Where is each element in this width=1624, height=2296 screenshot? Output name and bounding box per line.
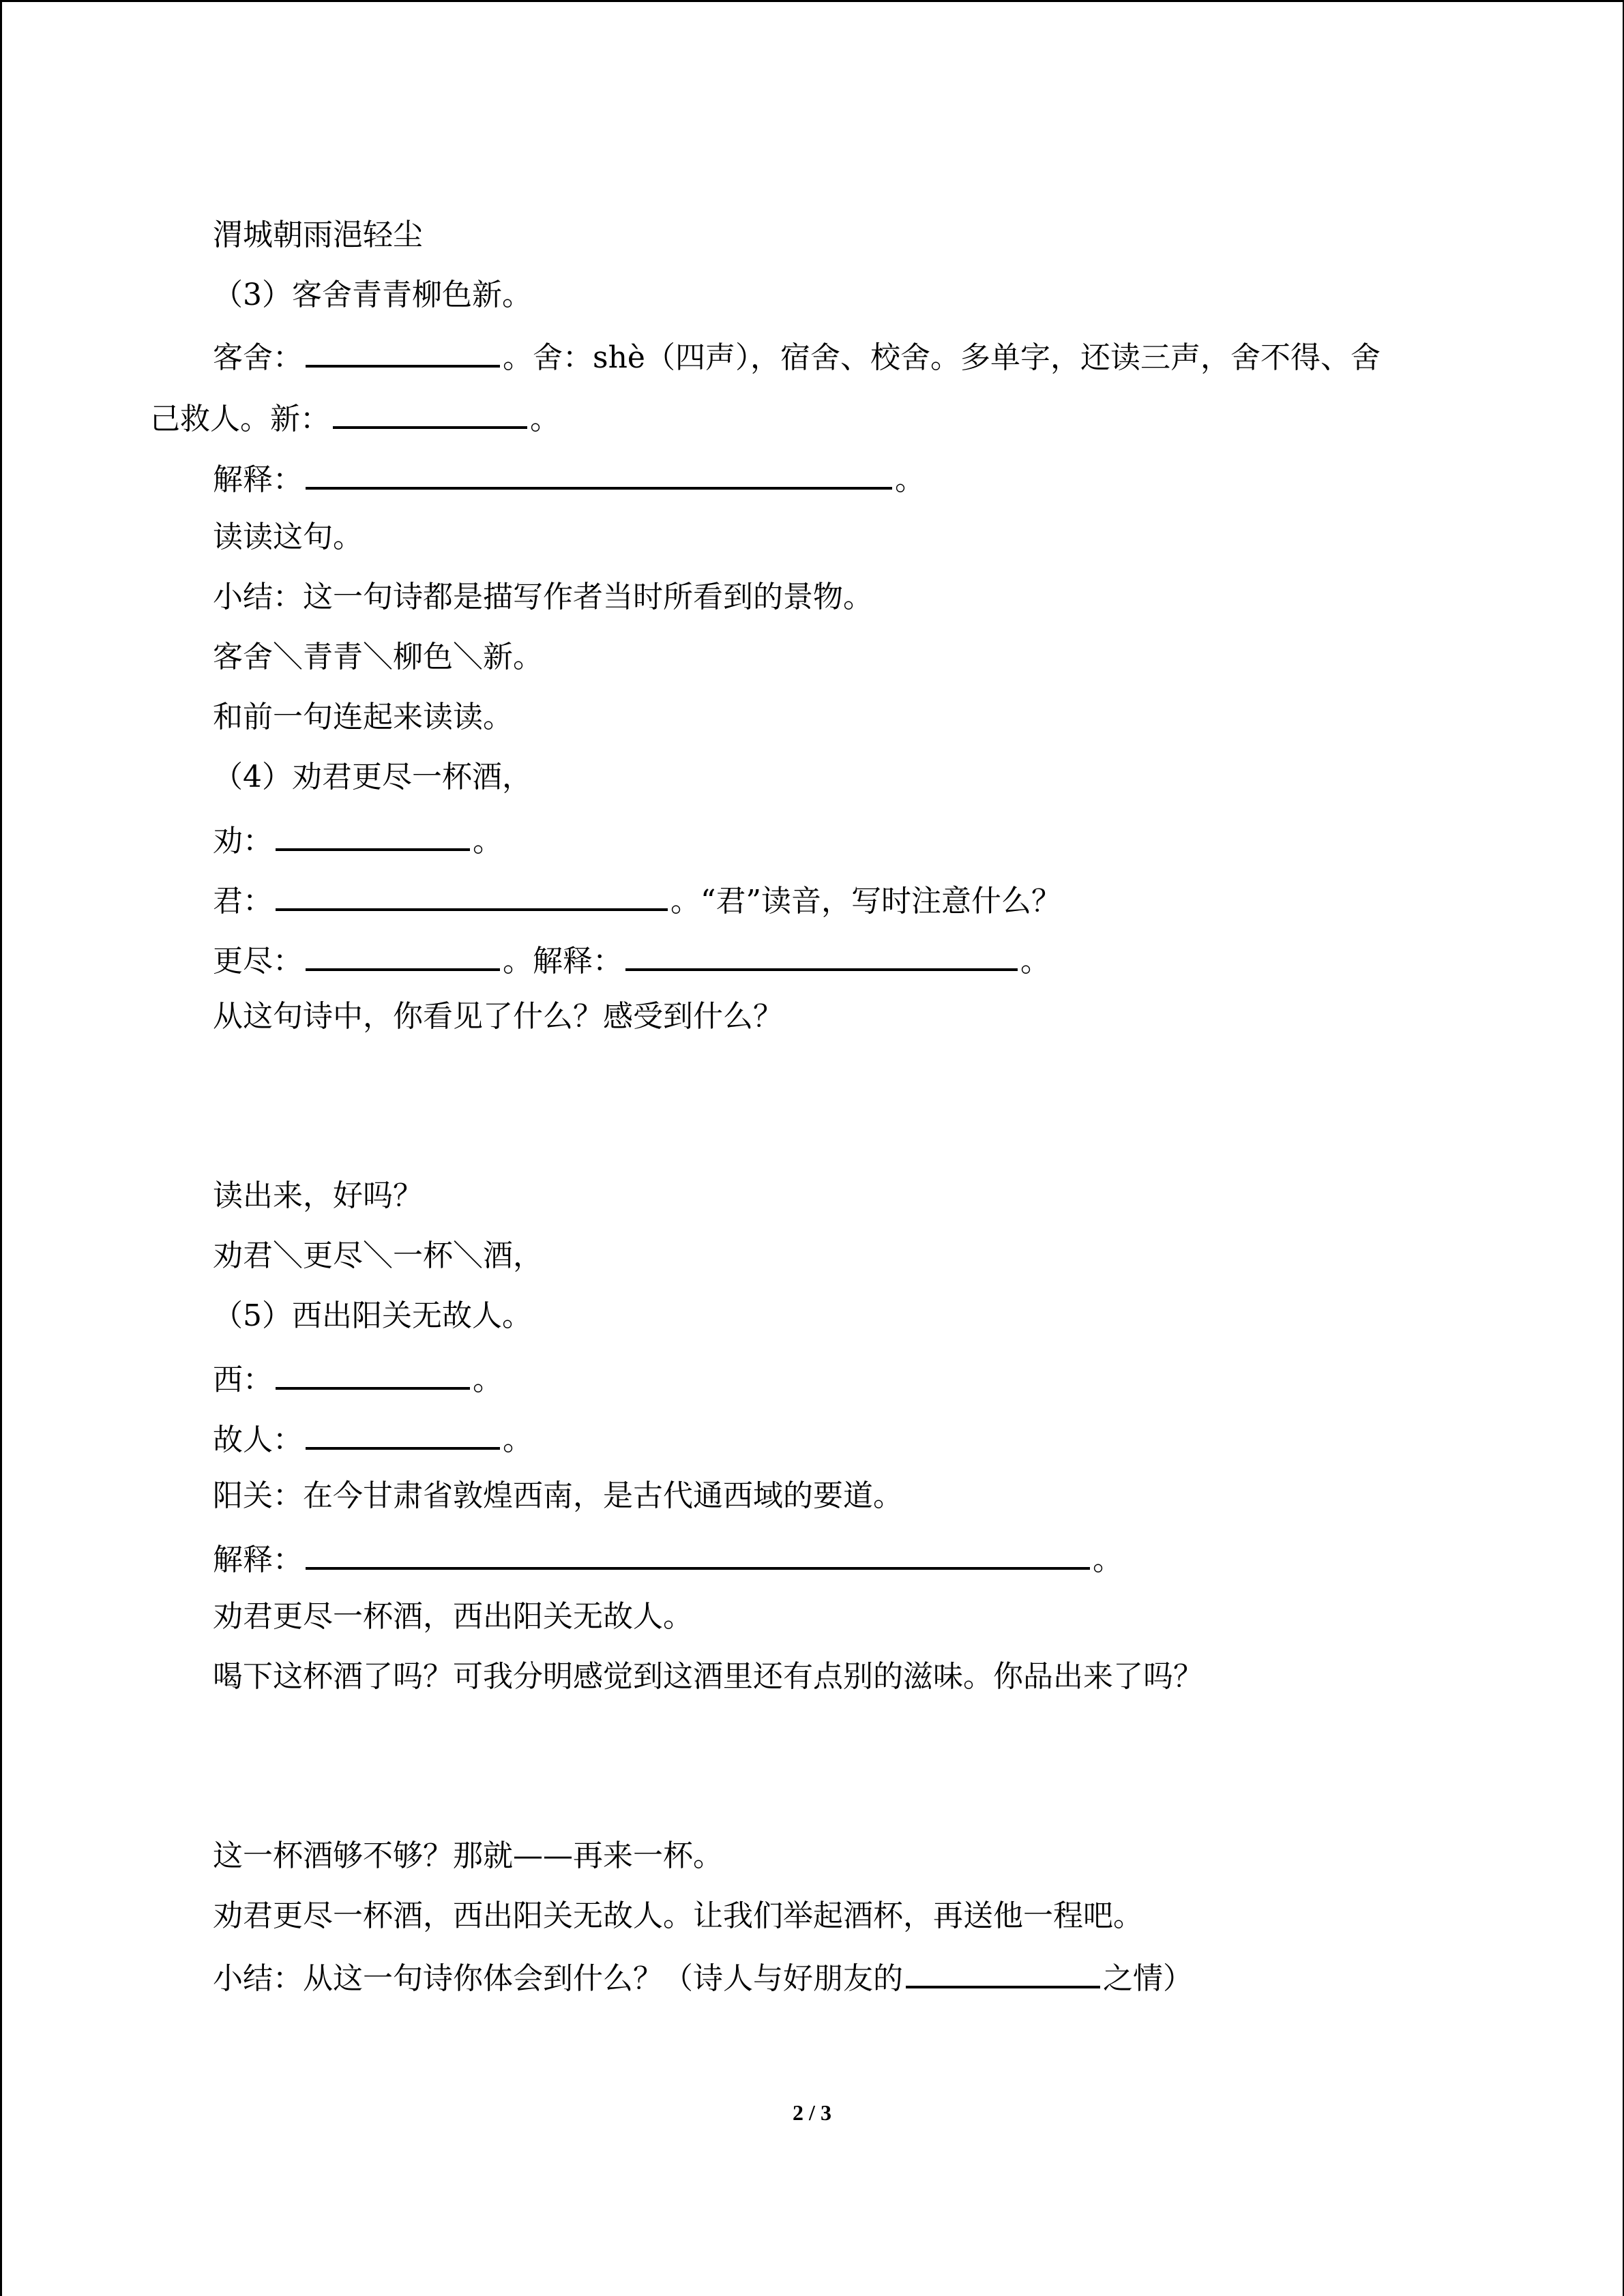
text-line (213, 335, 1381, 378)
line-text: 君： (213, 884, 273, 919)
fill-in-blank[interactable] (306, 457, 892, 490)
text-line (213, 1476, 903, 1517)
section-heading-5 (213, 1296, 532, 1337)
line-text: 。 (473, 824, 503, 859)
line-text: 。 (503, 1422, 533, 1457)
fill-in-blank[interactable] (306, 1537, 1090, 1570)
text-line (213, 1596, 693, 1637)
line-text: 客舍： (213, 340, 303, 375)
line-text: 劝： (213, 824, 273, 859)
section-heading-3 (213, 275, 532, 316)
text-line (213, 1956, 1193, 1999)
fill-in-blank[interactable] (333, 396, 527, 429)
line-text: 读出来，好吗？ (213, 1178, 423, 1213)
line-text: 之情） (1103, 1961, 1193, 1996)
text-line (213, 996, 783, 1037)
line-text: 和前一句连起来读读。 (213, 700, 513, 734)
line-text: （5）西出阳关无故人。 (213, 1298, 532, 1333)
line-text: 解释： (213, 462, 303, 497)
line-text: 。 (530, 402, 560, 436)
line-text: 。 (1093, 1542, 1123, 1577)
line-text: 。解释： (503, 944, 623, 979)
line-text: 。舍：shè（四声），宿舍、校舍。多单字，还读三声，舍不得、舍 (503, 340, 1381, 375)
line-text: 劝君更尽一杯酒，西出阳关无故人。让我们举起酒杯，再送他一程吧。 (213, 1898, 1143, 1933)
line-text: 己救人。新： (150, 402, 330, 436)
line-text: 劝君更尽一杯酒，西出阳关无故人。 (213, 1599, 693, 1634)
line-text: 阳关：在今甘肃省敦煌西南，是古代通西域的要道。 (213, 1478, 903, 1513)
line-text: 喝下这杯酒了吗？可我分明感觉到这酒里还有点别的滋味。你品出来了吗？ (213, 1659, 1203, 1694)
line-text: 这一杯酒够不够？那就——再来一杯。 (213, 1838, 723, 1873)
page-left-border (0, 0, 2, 2296)
line-text: 。“君”读音，写时注意什么？ (670, 884, 1061, 919)
text-line (213, 215, 423, 256)
line-text: 读读这句。 (213, 520, 363, 554)
fill-in-blank[interactable] (625, 938, 1018, 971)
text-line (213, 697, 513, 738)
line-text: 更尽： (213, 944, 303, 979)
line-text: 渭城朝雨浥轻尘 (213, 218, 423, 252)
line-text: 解释： (213, 1542, 303, 1577)
fill-in-blank[interactable] (276, 818, 470, 851)
section-heading-4 (213, 757, 532, 798)
line-text: 故人： (213, 1422, 303, 1457)
page-number: 2 / 3 (793, 2100, 831, 2125)
line-text: 从这句诗中，你看见了什么？感受到什么？ (213, 999, 783, 1034)
text-line (213, 878, 1061, 922)
text-line (150, 396, 560, 440)
line-text: 劝君＼更尽＼一杯＼酒， (213, 1238, 543, 1273)
fill-in-blank[interactable] (906, 1956, 1100, 1988)
text-line (213, 938, 1050, 982)
line-text: 。 (895, 462, 925, 497)
text-line (213, 1537, 1123, 1581)
text-line (213, 457, 925, 501)
text-line (213, 517, 363, 558)
fill-in-blank[interactable] (306, 335, 500, 368)
fill-in-blank[interactable] (276, 878, 668, 911)
text-line (213, 1656, 1203, 1697)
line-text: 客舍＼青青＼柳色＼新。 (213, 640, 543, 674)
text-line (213, 577, 873, 618)
line-text: （3）客舍青青柳色新。 (213, 278, 532, 312)
fill-in-blank[interactable] (276, 1357, 470, 1390)
line-text: 西： (213, 1362, 273, 1397)
text-line (213, 1176, 423, 1217)
text-line (213, 1236, 543, 1277)
text-line (213, 1836, 723, 1877)
text-line (213, 1417, 533, 1461)
text-line (213, 1357, 503, 1401)
line-text: 小结：这一句诗都是描写作者当时所看到的景物。 (213, 580, 873, 614)
line-text: 小结：从这一句诗你体会到什么？（诗人与好朋友的 (213, 1961, 903, 1996)
text-line (213, 818, 503, 862)
fill-in-blank[interactable] (306, 1417, 500, 1450)
page-top-border (0, 0, 1624, 2)
line-text: 。 (473, 1362, 503, 1397)
line-text: （4）劝君更尽一杯酒， (213, 760, 532, 794)
line-text: 。 (1020, 944, 1050, 979)
text-line (213, 1896, 1143, 1937)
text-line (213, 637, 543, 678)
fill-in-blank[interactable] (306, 938, 500, 971)
